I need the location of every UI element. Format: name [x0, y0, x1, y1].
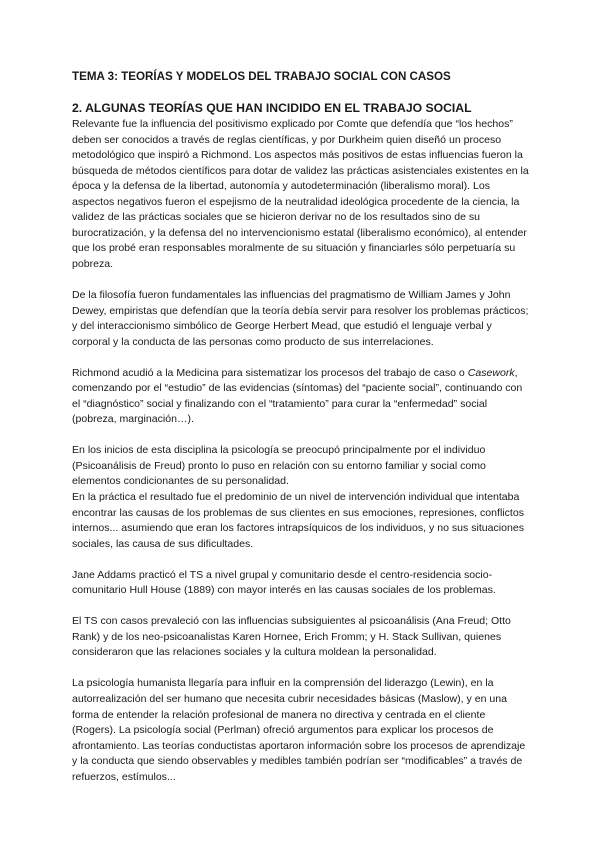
paragraph-psicologia: En los inicios de esta disciplina la psicología se preocupó principalmente por el individuo (Psicoanálisis de Freud) pronto lo puso en relación con su entorno familiar y social como elementos condicionantes de su personalidad. [72, 444, 486, 488]
paragraph-practica: En la práctica el resultado fue el predominio de un nivel de intervención individual que intentaba encontrar las causas de los problemas de sus clientes en sus emociones, represiones, conflictos internos... asumiendo que eran los factores intrapsíquicos de los individuos, y no sus situaciones sociales, las causa de sus dificultades. [72, 490, 525, 550]
paragraph-psicoanalisis: El TS con casos prevaleció con las influencias subsiguientes al psicoanálisis (Ana Freud; Otto Rank) y de los neo-psicoanalistas Karen Hornee, Erich Fromm; y H. Stack Sullivan, quienes consideraron que las relaciones sociales y la cultura moldean la personalidad. [72, 615, 511, 659]
paragraph-richmond-start: Richmond acudió a la Medicina para sistematizar los procesos del trabajo de caso o [72, 366, 468, 379]
paragraph-jane-addams: Jane Addams practicó el TS a nivel grupal y comunitario desde el centro-residencia socio-comunitario Hull House (1889) con mayor interés en las causas sociales de los problemas. [72, 568, 496, 597]
section-title: 2. ALGUNAS TEORÍAS QUE HAN INCIDIDO EN EL TRABAJO SOCIAL [72, 101, 472, 115]
paragraph-psicologia-humanista: La psicología humanista llegaría para influir en la comprensión del liderazgo (Lewin), en la autorrealización del ser humano que necesita cubrir necesidades básicas (Maslow), y en una forma de entender la relación profesional de manera no directiva y centrada en el cliente (Rogers). La psicología social (Perlman) ofreció argumentos para explicar los procesos de afrontamiento. Las teorías conductistas aportaron información sobre los procesos de aprendizaje y la conducta que siendo observables y medibles también podrían ser “modificables” a través de refuerzos, estímulos... [72, 677, 526, 783]
paragraph-positivismo: Relevante fue la influencia del positivismo explicado por Comte que defendía que “los hechos” deben ser conocidos a través de reglas científicas, y por Durkheim quien diseñó un proceso metodológico que inspiró a Richmond. Los aspectos más positivos de estas influencias fueron la búsqueda de métodos científicos para dotar de validez las prácticas asistenciales existentes en la época y la defensa de la libertad, autonomía y autodeterminación (liberalismo moral). Los aspectos negativos fueron el espejismo de la neutralidad ideológica procedente de la ciencia, la validez de las prácticas sociales que se hicieron derivar no de los resultados sino de su burocratización, y la defensa del no intervencionismo estatal (liberalismo económico), al entender que los probé eran responsables moralmente de su situación y financiarles sólo perpetuaría su pobreza. [72, 118, 529, 270]
paragraph-richmond-end: , comenzando por el “estudio” de las evidencias (síntomas) del “paciente social”, continuando con el “diagnóstico” social y finalizando con el “tratamiento” para curar la “enfermedad” social (pobreza, marginación…). [72, 366, 523, 426]
casework-term: Casework [467, 366, 515, 379]
paragraph-filosofia: De la filosofía fueron fundamentales las influencias del pragmatismo de William James y John Dewey, empiristas que defendían que la teoría debía servir para resolver los problemas prácticos; y del interaccionismo simbólico de George Herbert Mead, que estudió el lenguaje verbal y corporal y la conducta de las personas como producto de sus interrelaciones. [72, 288, 529, 348]
document-page [72, 68, 532, 801]
document-title: TEMA 3: TEORÍAS Y MODELOS DEL TRABAJO SOCIAL CON CASOS [72, 70, 451, 83]
paragraph-richmond [72, 366, 532, 428]
